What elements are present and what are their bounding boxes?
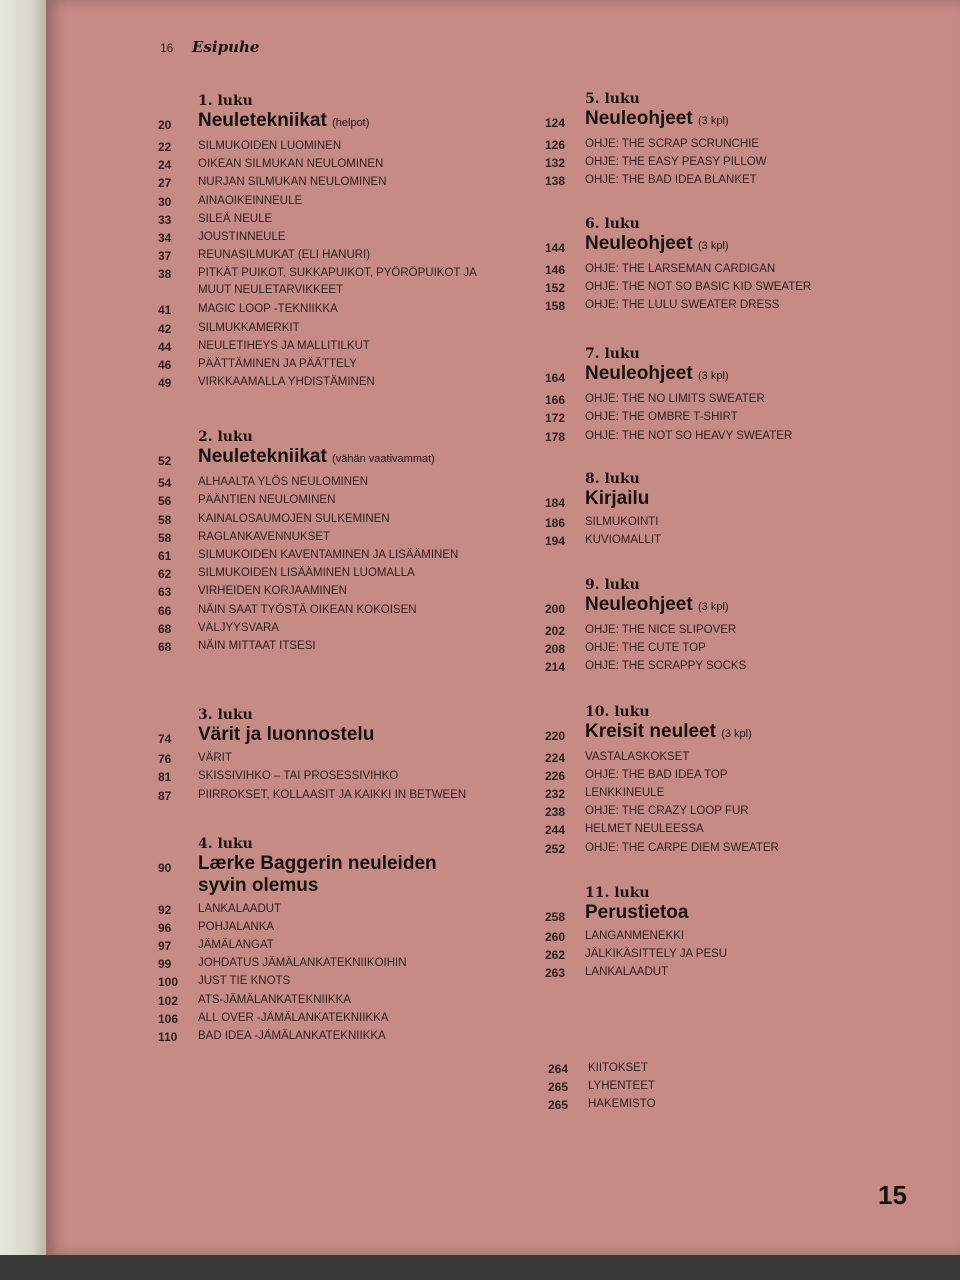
entry-page-number: 146 bbox=[545, 262, 566, 277]
chapter-title: Kreisit neuleet (3 kpl) bbox=[585, 720, 752, 742]
entry-title: SILMUKKAMERKIT bbox=[198, 321, 300, 334]
entry-title: PIIRROKSET, KOLLAASIT JA KAIKKI IN BETWEEN bbox=[198, 788, 467, 801]
entry-page-number: 49 bbox=[158, 376, 172, 391]
toc-entry bbox=[158, 474, 518, 492]
chapter-heading bbox=[545, 902, 865, 924]
entry-title: SILMUKOINTI bbox=[585, 515, 659, 528]
chapter-page-number: 90 bbox=[158, 860, 172, 875]
toc-entry bbox=[158, 919, 518, 937]
entry-title: VÄRIT bbox=[198, 752, 232, 765]
chapter-title: Neuleohjeet (3 kpl) bbox=[585, 108, 729, 129]
entry-page-number: 37 bbox=[158, 249, 172, 264]
toc-entry bbox=[545, 514, 865, 532]
entry-page-number: 172 bbox=[545, 411, 566, 426]
entry-title: OHJE: THE NICE SLIPOVER bbox=[585, 624, 737, 637]
entry-title: AINAOIKEINNEULE bbox=[198, 194, 303, 207]
toc-entry bbox=[158, 492, 518, 510]
toc-entry bbox=[545, 749, 865, 767]
toc-entry bbox=[158, 374, 518, 392]
entry-page-number: 44 bbox=[158, 339, 172, 354]
entry-page-number: 265 bbox=[548, 1080, 569, 1095]
entry-page-number: 208 bbox=[545, 642, 566, 657]
chapter-page-number: 144 bbox=[545, 240, 566, 255]
entry-title: REUNASILMUKAT (ELI HANURI) bbox=[198, 249, 371, 262]
toc-entry bbox=[158, 768, 518, 786]
entry-title: LYHENTEET bbox=[588, 1080, 655, 1093]
entry-page-number: 46 bbox=[158, 357, 172, 372]
chapter-subtitle: (3 kpl) bbox=[721, 727, 752, 740]
entry-page-number: 38 bbox=[158, 267, 172, 282]
entry-page-number: 24 bbox=[158, 158, 172, 173]
chapter-heading bbox=[158, 853, 518, 897]
entry-title: OHJE: THE CUTE TOP bbox=[585, 642, 706, 655]
chapter-page-number: 74 bbox=[158, 732, 172, 747]
entry-title: OHJE: THE EASY PEASY PILLOW bbox=[585, 156, 767, 169]
chapter-title: Neuleohjeet (3 kpl) bbox=[585, 363, 729, 385]
chapter-heading bbox=[545, 363, 865, 387]
chapter-page-number: 124 bbox=[545, 116, 566, 130]
chapter-title: Neuletekniikat (helpot) bbox=[198, 110, 370, 131]
entry-page-number: 232 bbox=[545, 787, 566, 801]
entry-page-number: 92 bbox=[158, 902, 172, 917]
preface-title: Esipuhe bbox=[192, 38, 260, 56]
toc-entry bbox=[158, 356, 518, 374]
entry-title: VÄLJYYSVARA bbox=[198, 621, 279, 634]
toc-entry bbox=[158, 1028, 518, 1046]
toc-entry bbox=[545, 946, 865, 964]
toc-entry bbox=[545, 279, 865, 297]
toc-entry bbox=[158, 955, 518, 973]
chapter bbox=[545, 345, 865, 446]
entry-title: KAINALOSAUMOJEN SULKEMINEN bbox=[198, 512, 390, 525]
entry-title: ALL OVER -JÄMÄLANKATEKNIIKKA bbox=[198, 1011, 389, 1024]
chapter-page-number: 258 bbox=[545, 909, 566, 924]
chapter-label: 11. luku bbox=[585, 884, 650, 901]
toc-entry bbox=[158, 156, 518, 174]
entry-page-number: 42 bbox=[158, 321, 172, 336]
toc-entry bbox=[158, 265, 518, 301]
entry-title: VIRKKAAMALLA YHDISTÄMINEN bbox=[198, 376, 375, 389]
toc-left-column bbox=[158, 92, 518, 1046]
toc-entry bbox=[158, 602, 518, 620]
toc-entry bbox=[158, 638, 518, 656]
chapter-label: 2. luku bbox=[198, 429, 253, 446]
entry-page-number: 54 bbox=[158, 476, 172, 491]
chapter-heading bbox=[545, 721, 865, 745]
entry-page-number: 110 bbox=[158, 1030, 178, 1044]
chapter-page-number: 220 bbox=[545, 728, 566, 743]
entry-title: KIITOKSET bbox=[588, 1062, 648, 1074]
entry-title: JOUSTINNEULE bbox=[198, 230, 286, 243]
entry-title: LENKKINEULE bbox=[585, 787, 665, 799]
chapter-title: Perustietoa bbox=[585, 901, 689, 923]
entry-page-number: 41 bbox=[158, 303, 172, 318]
chapter bbox=[158, 92, 518, 392]
entry-page-number: 100 bbox=[158, 975, 179, 990]
toc-entry bbox=[158, 787, 518, 805]
chapter-page-number: 164 bbox=[545, 371, 566, 386]
chapter-heading bbox=[545, 488, 865, 510]
entry-title: OHJE: THE CRAZY LOOP FUR bbox=[585, 805, 749, 818]
chapter-heading bbox=[158, 724, 518, 746]
page-number: 15 bbox=[878, 1180, 907, 1210]
toc-entry bbox=[158, 138, 518, 156]
chapter-title: Lærke Baggerin neuleiden syvin olemus bbox=[198, 852, 437, 896]
chapter-page-number: 184 bbox=[545, 495, 566, 510]
toc-entry bbox=[158, 174, 518, 192]
chapter-label: 8. luku bbox=[585, 470, 640, 487]
toc-entry bbox=[548, 1096, 848, 1114]
toc-entry bbox=[158, 193, 518, 211]
chapter-subtitle: (3 kpl) bbox=[697, 370, 729, 383]
entry-page-number: 34 bbox=[158, 230, 172, 245]
chapter-page-number: 52 bbox=[158, 454, 172, 469]
toc-entry bbox=[158, 301, 518, 319]
chapter-label: 5. luku bbox=[585, 91, 640, 107]
entry-page-number: 81 bbox=[158, 770, 172, 785]
entry-title: HELMET NEULEESSA bbox=[585, 823, 704, 836]
toc-entry bbox=[548, 1078, 848, 1096]
chapter-subtitle: (3 kpl) bbox=[697, 601, 729, 614]
entry-title: NURJAN SILMUKAN NEULOMINEN bbox=[198, 176, 387, 189]
entry-page-number: 33 bbox=[158, 212, 172, 227]
chapter-page-number: 20 bbox=[158, 118, 172, 132]
chapter-subtitle: (vähän vaativammat) bbox=[332, 453, 435, 466]
toc-entry bbox=[158, 1010, 518, 1028]
entry-page-number: 61 bbox=[158, 549, 172, 563]
entry-page-number: 224 bbox=[545, 750, 566, 765]
entry-page-number: 87 bbox=[158, 788, 172, 803]
chapter-page-number: 200 bbox=[545, 602, 566, 617]
chapter-label: 10. luku bbox=[585, 703, 650, 720]
toc-entry bbox=[545, 428, 865, 446]
toc-end-matter bbox=[548, 1060, 848, 1115]
chapter-heading bbox=[545, 594, 865, 618]
entry-page-number: 158 bbox=[545, 298, 566, 313]
entry-title: VASTALASKOKSET bbox=[585, 750, 690, 763]
entry-title: POHJALANKA bbox=[198, 920, 275, 933]
entry-title: OHJE: THE SCRAP SCRUNCHIE bbox=[585, 138, 760, 150]
entry-title: LANGANMENEKKI bbox=[585, 929, 685, 942]
entry-page-number: 126 bbox=[545, 138, 566, 152]
toc-entry bbox=[158, 338, 518, 356]
entry-title: OHJE: THE CARPE DIEM SWEATER bbox=[585, 841, 779, 854]
entry-page-number: 265 bbox=[548, 1098, 569, 1113]
entry-title: LANKALAADUT bbox=[585, 966, 669, 979]
toc-entry bbox=[158, 247, 518, 265]
entry-page-number: 68 bbox=[158, 639, 172, 654]
entry-page-number: 194 bbox=[545, 533, 566, 548]
chapter-heading bbox=[158, 110, 518, 134]
chapter-heading bbox=[545, 108, 865, 132]
entry-page-number: 62 bbox=[158, 567, 172, 582]
toc-entry bbox=[545, 261, 865, 279]
entry-title: JÄMÄLANGAT bbox=[198, 939, 274, 952]
toc-entry bbox=[545, 532, 865, 550]
entry-page-number: 30 bbox=[158, 194, 172, 209]
chapter-label: 1. luku bbox=[198, 93, 253, 109]
entry-page-number: 56 bbox=[158, 494, 172, 509]
entry-title: SILEÄ NEULE bbox=[198, 212, 273, 225]
entry-page-number: 152 bbox=[545, 280, 566, 295]
chapter-title: Neuleohjeet (3 kpl) bbox=[585, 232, 729, 254]
entry-page-number: 63 bbox=[158, 585, 172, 600]
background-surface bbox=[0, 1255, 960, 1280]
entry-title: JOHDATUS JÄMÄLANKATEKNIIKOIHIN bbox=[198, 957, 407, 970]
chapter-subtitle: (3 kpl) bbox=[697, 115, 729, 127]
toc-entry bbox=[158, 750, 518, 768]
entry-title: ATS-JÄMÄLANKATEKNIIKKA bbox=[198, 993, 351, 1006]
toc-entry bbox=[158, 529, 518, 547]
toc-entry bbox=[545, 136, 865, 154]
entry-title: OHJE: THE NO LIMITS SWEATER bbox=[585, 393, 765, 406]
chapter bbox=[545, 90, 865, 191]
entry-title: SKISSIVIHKO – TAI PROSESSIVIHKO bbox=[198, 770, 399, 783]
toc-entry bbox=[158, 229, 518, 247]
entry-title: SILMUKOIDEN LISÄÄMINEN LUOMALLA bbox=[198, 567, 415, 580]
entry-page-number: 138 bbox=[545, 174, 566, 189]
toc-entry bbox=[545, 640, 865, 658]
entry-page-number: 252 bbox=[545, 841, 566, 856]
toc-entry bbox=[545, 803, 865, 821]
entry-page-number: 27 bbox=[158, 176, 172, 191]
entry-title: PÄÄNTIEN NEULOMINEN bbox=[198, 494, 336, 507]
toc-entry bbox=[158, 583, 518, 601]
facing-page-edge bbox=[0, 0, 46, 1280]
entry-title: OHJE: THE BAD IDEA BLANKET bbox=[585, 174, 757, 187]
entry-page-number: 76 bbox=[158, 752, 172, 767]
entry-title: OHJE: THE LULU SWEATER DRESS bbox=[585, 298, 780, 311]
entry-title: OHJE: THE OMBRE T-SHIRT bbox=[585, 411, 738, 424]
toc-entry bbox=[545, 928, 865, 946]
chapter-title: Kirjailu bbox=[585, 487, 650, 509]
entry-title: ALHAALTA YLÖS NEULOMINEN bbox=[198, 476, 369, 489]
entry-page-number: 66 bbox=[158, 603, 172, 618]
chapter-label: 6. luku bbox=[585, 215, 640, 232]
preface-entry bbox=[160, 38, 259, 56]
chapter-heading bbox=[545, 233, 865, 257]
chapter bbox=[158, 428, 518, 656]
entry-page-number: 68 bbox=[158, 621, 172, 636]
toc-entry bbox=[545, 391, 865, 409]
entry-title: JUST TIE KNOTS bbox=[198, 975, 291, 988]
entry-page-number: 58 bbox=[158, 530, 172, 545]
entry-page-number: 202 bbox=[545, 624, 566, 639]
toc-entry bbox=[545, 297, 865, 315]
chapter-subtitle: (helpot) bbox=[332, 117, 370, 129]
entry-title: VIRHEIDEN KORJAAMINEN bbox=[198, 585, 347, 598]
entry-title: PÄÄTTÄMINEN JA PÄÄTTELY bbox=[198, 357, 357, 370]
entry-page-number: 106 bbox=[158, 1011, 179, 1026]
chapter bbox=[545, 703, 865, 858]
toc-entry bbox=[545, 658, 865, 676]
entry-title: MAGIC LOOP -TEKNIIKKA bbox=[198, 303, 338, 316]
entry-title: NEULETIHEYS JA MALLITILKUT bbox=[198, 339, 370, 352]
chapter-subtitle: (3 kpl) bbox=[697, 239, 729, 252]
chapter bbox=[545, 215, 865, 316]
entry-title: SILMUKOIDEN KAVENTAMINEN JA LISÄÄMINEN bbox=[198, 549, 459, 561]
toc-entry bbox=[545, 840, 865, 858]
chapter-title: Värit ja luonnostelu bbox=[198, 724, 375, 746]
entry-title: NÄIN MITTAAT ITSESI bbox=[198, 639, 316, 652]
toc-entry bbox=[545, 785, 865, 803]
entry-title: OHJE: THE SCRAPPY SOCKS bbox=[585, 660, 747, 673]
chapter-label: 9. luku bbox=[585, 577, 640, 594]
entry-title: RAGLANKAVENNUKSET bbox=[198, 530, 331, 543]
entry-title: OHJE: THE NOT SO BASIC KID SWEATER bbox=[585, 280, 812, 293]
toc-entry bbox=[158, 565, 518, 583]
toc-entry bbox=[158, 973, 518, 991]
toc-right-column bbox=[545, 90, 865, 982]
chapter bbox=[545, 884, 865, 983]
chapter bbox=[545, 470, 865, 550]
entry-page-number: 226 bbox=[545, 768, 566, 783]
toc-entry bbox=[548, 1060, 848, 1078]
entry-page-number: 99 bbox=[158, 957, 172, 972]
toc-entry bbox=[158, 547, 518, 565]
chapter-heading bbox=[158, 446, 518, 470]
entry-title: OIKEAN SILMUKAN NEULOMINEN bbox=[198, 158, 384, 171]
entry-title: SILMUKOIDEN LUOMINEN bbox=[198, 140, 342, 152]
toc-entry bbox=[158, 937, 518, 955]
entry-title: OHJE: THE NOT SO HEAVY SWEATER bbox=[585, 429, 793, 442]
entry-title: BAD IDEA -JÄMÄLANKATEKNIIKKA bbox=[198, 1030, 386, 1042]
toc-entry bbox=[158, 511, 518, 529]
entry-page-number: 96 bbox=[158, 920, 172, 935]
entry-page-number: 178 bbox=[545, 429, 566, 444]
entry-page-number: 186 bbox=[545, 515, 566, 530]
toc-entry bbox=[545, 767, 865, 785]
entry-title: NÄIN SAAT TYÖSTÄ OIKEAN KOKOISEN bbox=[198, 603, 417, 616]
entry-page-number: 264 bbox=[548, 1062, 569, 1076]
chapter bbox=[158, 706, 518, 805]
entry-title: LANKALAADUT bbox=[198, 902, 282, 915]
chapter-title: Neuletekniikat (vähän vaativammat) bbox=[198, 446, 435, 468]
toc-entry bbox=[545, 622, 865, 640]
entry-page-number: 244 bbox=[545, 823, 566, 838]
entry-page-number: 166 bbox=[545, 393, 566, 408]
entry-page-number: 22 bbox=[158, 140, 172, 154]
entry-page-number: 102 bbox=[158, 993, 179, 1008]
entry-title: JÄLKIKÄSITTELY JA PESU bbox=[585, 947, 728, 960]
toc-entry bbox=[158, 320, 518, 338]
toc-entry bbox=[158, 211, 518, 229]
toc-entry bbox=[545, 409, 865, 427]
chapter-label: 7. luku bbox=[585, 346, 640, 363]
chapter-title: Neuleohjeet (3 kpl) bbox=[585, 594, 729, 616]
entry-page-number: 97 bbox=[158, 939, 172, 954]
chapter-label: 4. luku bbox=[198, 835, 253, 852]
toc-entry bbox=[545, 821, 865, 839]
entry-title: PITKÄT PUIKOT, SUKKAPUIKOT, PYÖRÖPUIKOT JA MUUT NEULETARVIKKEET bbox=[198, 267, 477, 297]
toc-entry bbox=[158, 901, 518, 919]
entry-title: OHJE: THE BAD IDEA TOP bbox=[585, 768, 728, 781]
entry-title: KUVIOMALLIT bbox=[585, 533, 662, 546]
preface-page-number: 16 bbox=[160, 41, 174, 55]
toc-entry bbox=[545, 154, 865, 172]
entry-page-number: 214 bbox=[545, 660, 566, 675]
entry-page-number: 238 bbox=[545, 805, 566, 820]
entry-title: OHJE: THE LARSEMAN CARDIGAN bbox=[585, 262, 776, 275]
chapter-label: 3. luku bbox=[198, 707, 253, 724]
toc-entry bbox=[158, 992, 518, 1010]
toc-entry bbox=[545, 964, 865, 982]
toc-entry bbox=[158, 620, 518, 638]
entry-page-number: 260 bbox=[545, 929, 566, 944]
entry-page-number: 263 bbox=[545, 966, 566, 981]
chapter bbox=[545, 576, 865, 677]
entry-page-number: 58 bbox=[158, 512, 172, 527]
chapter bbox=[158, 835, 518, 1047]
toc-entry bbox=[545, 172, 865, 190]
entry-page-number: 262 bbox=[545, 947, 566, 962]
entry-page-number: 132 bbox=[545, 156, 566, 171]
entry-title: HAKEMISTO bbox=[588, 1098, 656, 1111]
